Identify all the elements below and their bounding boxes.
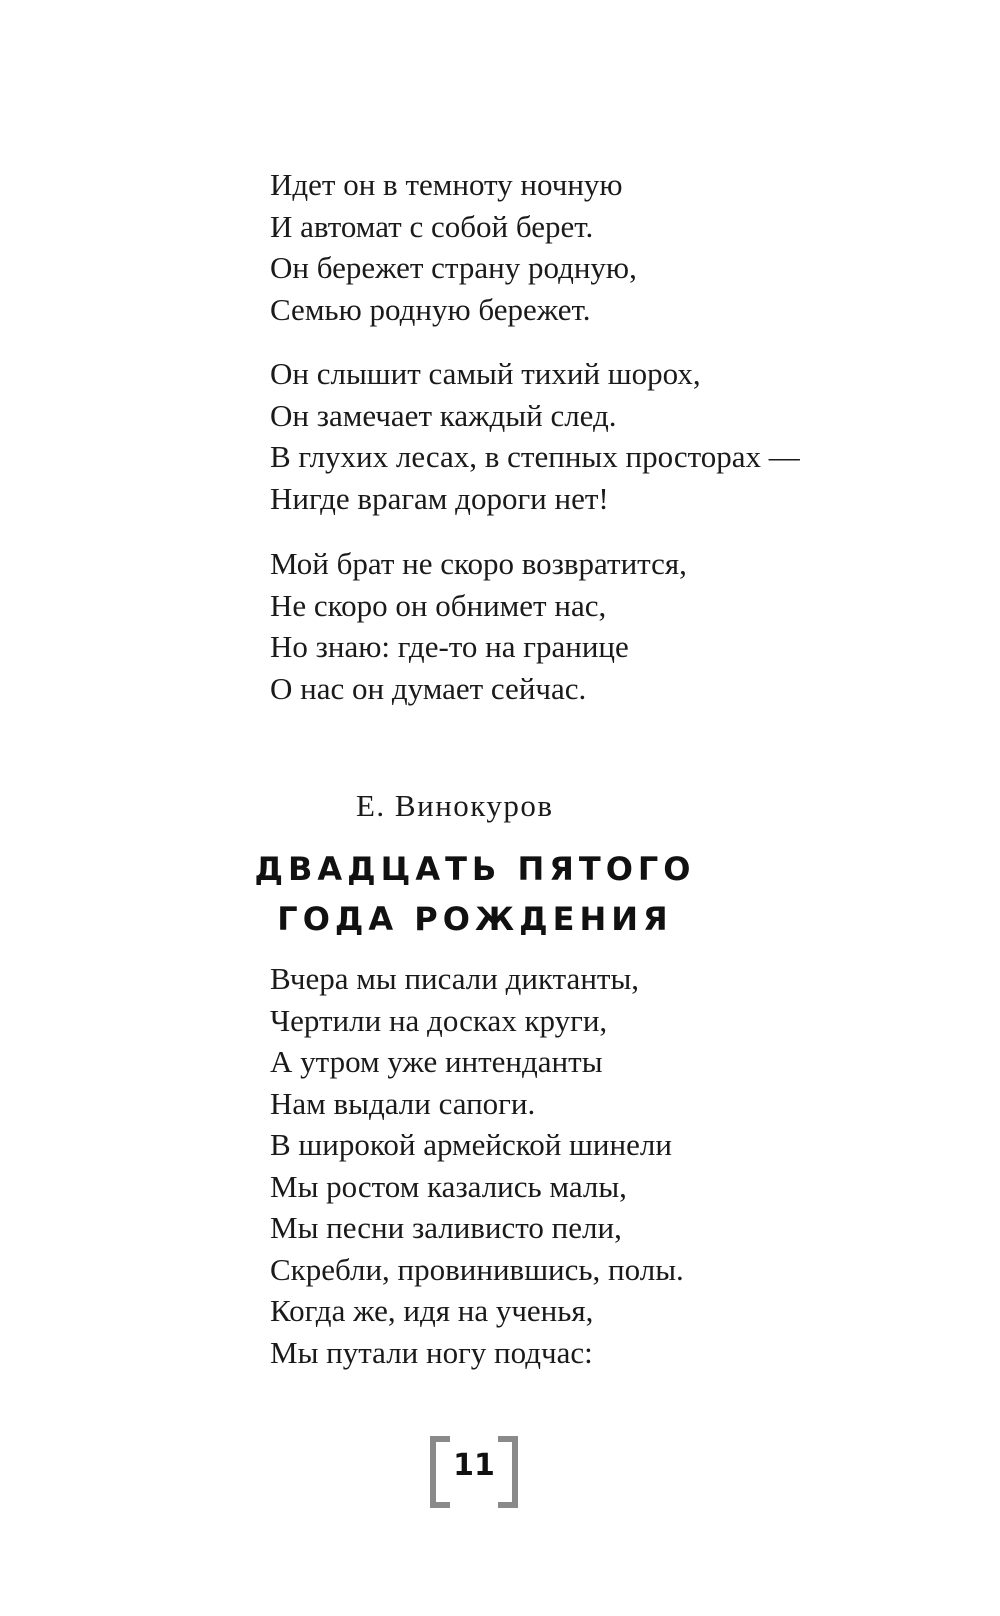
poem-line: Идет он в темноту ночную — [270, 167, 623, 202]
poem-line: Он слышит самый тихий шорох, — [270, 356, 701, 391]
poem-title — [0, 844, 950, 944]
poem-line: И автомат с собой берет. — [270, 208, 594, 244]
stanza-3 — [270, 543, 687, 709]
poem-line: Мы путали ногу подчас: — [270, 1334, 593, 1370]
poem-line: Нам выдали сапоги. — [270, 1085, 536, 1121]
poem-line: Он бережет страну родную, — [270, 250, 637, 285]
poem-line: Вчера мы писали диктанты, — [270, 961, 640, 996]
poem-line: Но знаю: где-то на границе — [270, 629, 629, 664]
page-number-value: 11 — [453, 1448, 495, 1483]
poem-title-line: ДВАДЦАТЬ ПЯТОГО — [254, 850, 696, 888]
stanza-2 — [270, 353, 800, 519]
poem-title-line: ГОДА РОЖДЕНИЯ — [277, 900, 673, 938]
page-number — [430, 1436, 518, 1502]
poem-line: Не скоро он обнимет нас, — [270, 587, 607, 623]
poem-line: В широкой армейской шинели — [270, 1127, 672, 1162]
poem-line: Чертили на досках круги, — [270, 1002, 608, 1038]
poem-line: Мы ростом казались малы, — [270, 1168, 627, 1204]
stanza-4 — [270, 958, 684, 1373]
poem-line: Скребли, провинившись, полы. — [270, 1251, 684, 1287]
poem-line: Когда же, идя на ученья, — [270, 1293, 594, 1328]
stanza-1 — [270, 164, 637, 330]
poem-line: Семью родную бережет. — [270, 291, 591, 327]
poem-line: В глухих лесах, в степных просторах — — [270, 439, 800, 474]
poem-line: О нас он думает сейчас. — [270, 670, 587, 706]
poem-author: Е. Винокуров — [356, 788, 554, 823]
right-bracket-icon — [498, 1436, 518, 1508]
poem-line: Он замечает каждый след. — [270, 397, 617, 433]
poem-line: А утром уже интенданты — [270, 1044, 603, 1079]
poem-line: Мы песни заливисто пели, — [270, 1210, 622, 1245]
poem-line: Нигде врагам дороги нет! — [270, 480, 609, 516]
poem-line: Мой брат не скоро возвратится, — [270, 546, 687, 581]
